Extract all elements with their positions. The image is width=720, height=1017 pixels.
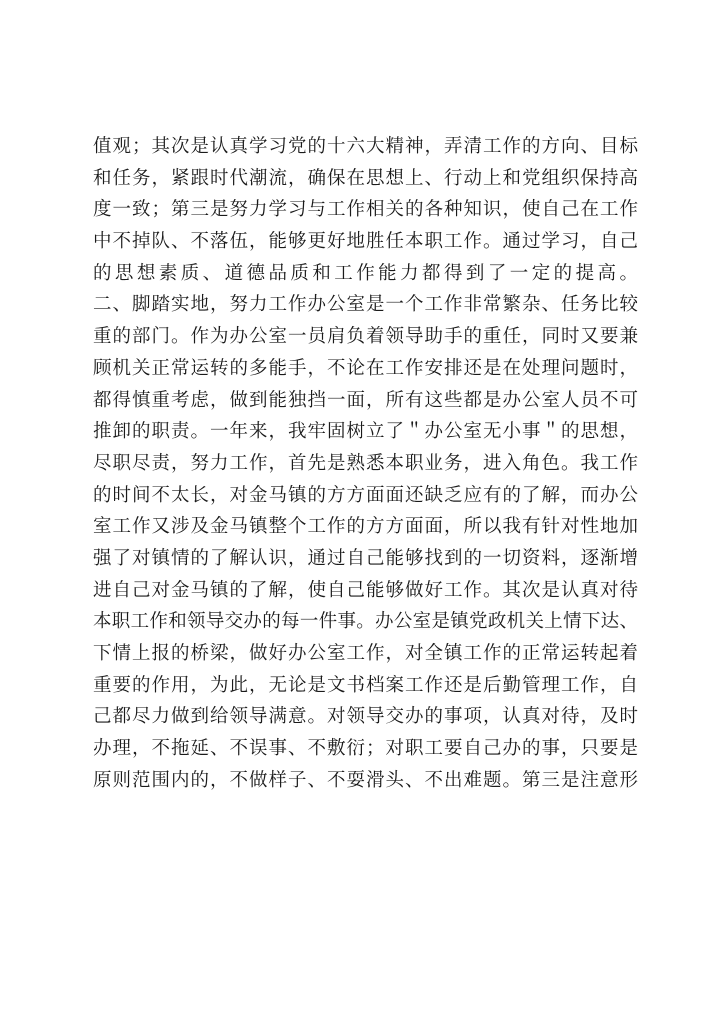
text-line: 强了对镇情的了解认识，通过自己能够找到的一切资料，逐渐增 [93,547,638,569]
text-line: 和任务，紧跟时代潮流，确保在思想上、行动上和党组织保持高 [93,167,638,189]
text-line: 尽职尽责，努力工作，首先是熟悉本职业务，进入角色。我工作 [93,452,638,474]
text-line: 己都尽力做到给领导满意。对领导交办的事项，认真对待，及时 [93,706,638,728]
text-line: 的时间不太长，对金马镇的方方面面还缺乏应有的了解，而办公 [93,484,638,506]
text-line: 进自己对金马镇的了解，使自己能够做好工作。其次是认真对待 [93,579,638,601]
text-line: 值观；其次是认真学习党的十六大精神，弄清工作的方向、目标 [93,136,638,157]
text-line: 原则范围内的，不做样子、不耍滑头、不出难题。第三是注意形 [93,769,638,791]
text-line: 本职工作和领导交办的每一件事。办公室是镇党政机关上情下达、 [93,611,638,633]
text-line: 重的部门。作为办公室一员肩负着领导助手的重任，同时又要兼 [93,326,638,348]
text-line: 重要的作用，为此，无论是文书档案工作还是后勤管理工作，自 [93,674,638,696]
text-line: 顾机关正常运转的多能手，不论在工作安排还是在处理问题时， [93,357,638,379]
body-text [93,131,638,796]
text-line: 办理，不拖延、不误事、不敷衍；对职工要自己办的事，只要是 [93,738,638,760]
text-line: 二、脚踏实地，努力工作办公室是一个工作非常繁杂、任务比较 [93,294,638,316]
text-line: 的思想素质、道德品质和工作能力都得到了一定的提高。 [93,262,638,284]
text-line: 下情上报的桥梁，做好办公室工作，对全镇工作的正常运转起着 [93,643,638,664]
text-line: 中不掉队、不落伍，能够更好地胜任本职工作。通过学习，自己 [93,231,638,253]
text-line: 都得慎重考虑，做到能独挡一面，所有这些都是办公室人员不可 [93,389,638,411]
text-line: 室工作又涉及金马镇整个工作的方方面面，所以我有针对性地加 [93,516,638,538]
text-line: 度一致；第三是努力学习与工作相关的各种知识，使自己在工作 [93,199,638,221]
text-line: 推卸的职责。一年来，我牢固树立了＂办公室无小事＂的思想， [93,421,638,443]
